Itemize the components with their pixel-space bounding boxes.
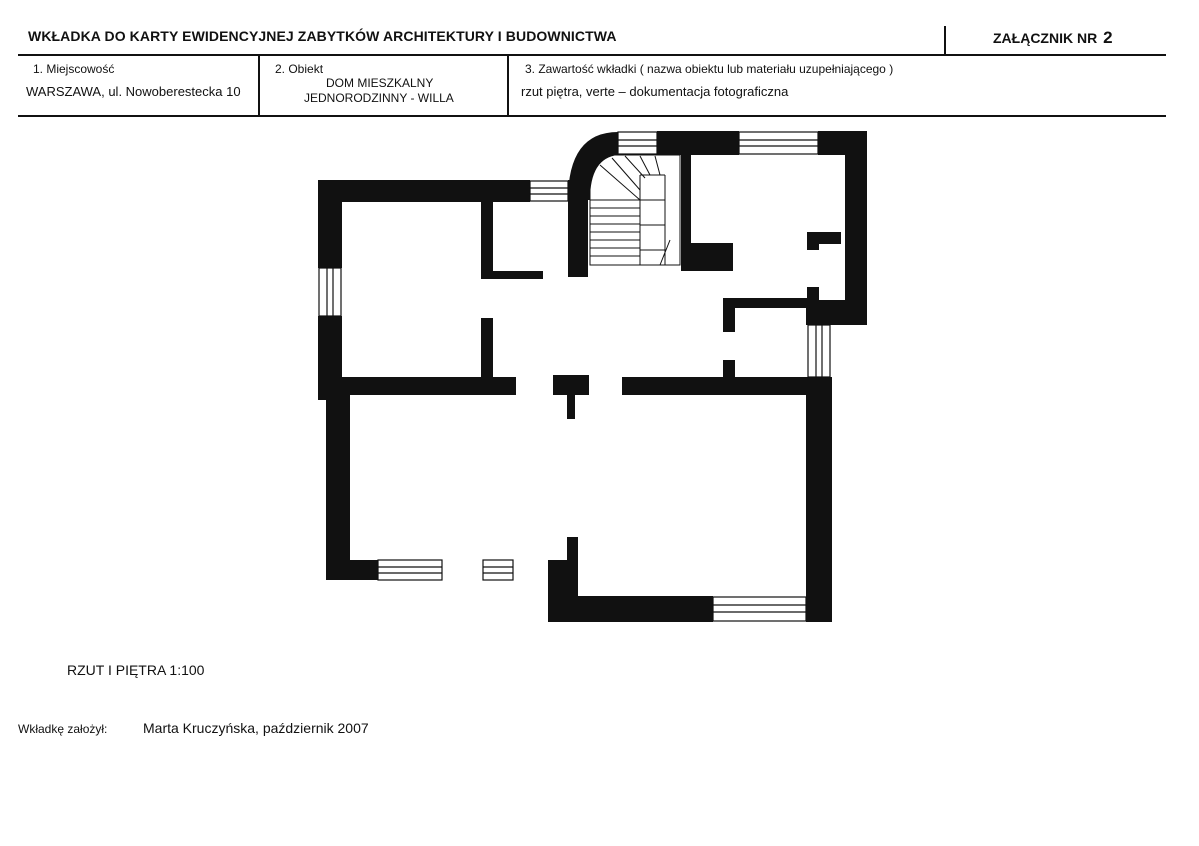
contents-value: rzut piętra, verte – dokumentacja fotograficzna [521, 84, 789, 99]
document-title: WKŁADKA DO KARTY EWIDENCYJNEJ ZABYTKÓW ARCHITEKTURY I BUDOWNICTWA [28, 28, 617, 44]
location-label: 1. Miejscowość [33, 62, 115, 76]
object-label: 2. Obiekt [275, 62, 324, 76]
fields-rule [18, 115, 1166, 117]
attachment-label-text: ZAŁĄCZNIK NR [993, 30, 1098, 46]
attachment-label [993, 28, 1113, 48]
plan-staircase [590, 155, 680, 265]
attachment-number: 2 [1103, 28, 1113, 47]
field-divider-1 [258, 55, 260, 117]
floor-plan [300, 125, 880, 635]
header-divider [944, 26, 946, 54]
header-rule [18, 54, 1166, 56]
contents-label: 3. Zawartość wkładki ( nazwa obiektu lub materiału uzupełniającego ) [525, 62, 894, 76]
object-value-line1: DOM MIESZKALNY [326, 76, 434, 90]
author-label: Wkładkę założył: [18, 722, 108, 736]
field-divider-2 [507, 55, 509, 117]
object-value-line2: JEDNORODZINNY - WILLA [304, 91, 454, 105]
author-value: Marta Kruczyńska, październik 2007 [143, 720, 369, 736]
plan-walls [318, 131, 867, 622]
plan-caption: RZUT I PIĘTRA 1:100 [67, 662, 205, 678]
location-value: WARSZAWA, ul. Nowoberestecka 10 [26, 84, 241, 99]
